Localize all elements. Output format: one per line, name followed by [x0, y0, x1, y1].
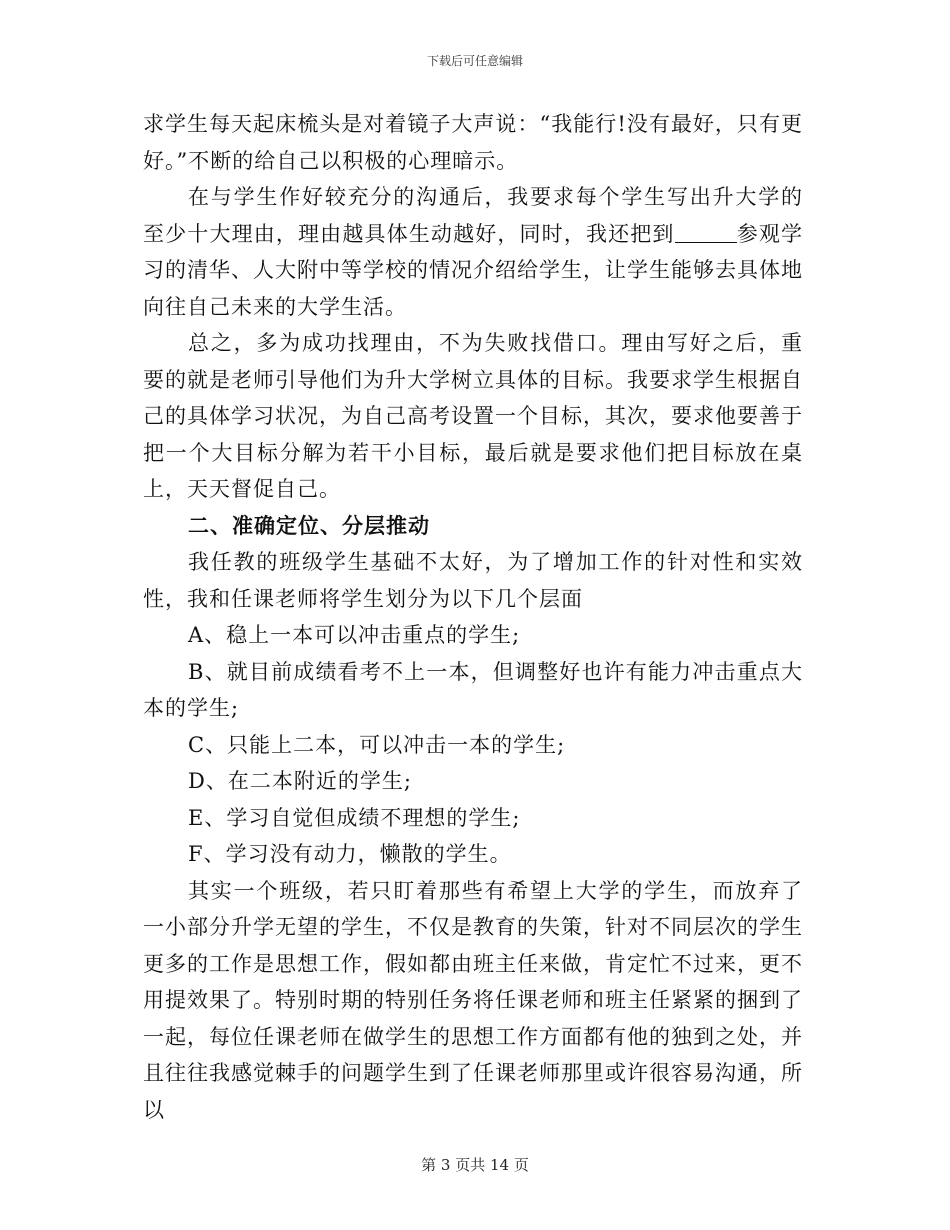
- page-footer: 第 3 页共 14 页: [421, 1156, 529, 1174]
- paragraph-goals: 总之，多为成功找理由，不为失败找借口。理由写好之后，重要的就是老师引导他们为升大学树立具体的目标。我要求学生根据自己的具体学习状况，为自己高考设置一个目标，其次，要求他要善于把一个大目标分解为若干小目标，最后就是要求他们把目标放在桌上，天天督促自己。: [143, 331, 803, 501]
- fill-in-blank: [675, 221, 737, 243]
- paragraph-continued: 求学生每天起床梳头是对着镜子大声说：“我能行!没有最好，只有更好。”不断的给自己以积极的心理暗示。: [143, 112, 803, 173]
- list-item-d: D、在二本附近的学生;: [188, 769, 412, 793]
- document-body: [143, 106, 803, 1128]
- list-item-e: E、学习自觉但成绩不理想的学生;: [188, 805, 521, 830]
- paragraph-reasons-after: 参观学习的清华、人大附中等学校的情况介绍给学生，让学生能够去具体地向往自己未来的大学生活。: [143, 221, 804, 319]
- page-header: 下载后可任意编辑: [426, 54, 523, 68]
- paragraph-teachers: 其实一个班级，若只盯着那些有希望上大学的学生，而放弃了一小部分升学无望的学生，不仅是教育的失策，针对不同层次的学生更多的工作是思想工作，假如都由班主任来做，肯定忙不过来，更不用提效果了。特别时期的特别任务将任课老师和班主任紧紧的捆到了一起，每位任课老师在做学生的思想工作方面都有他的独到之处，并且往往我感觉棘手的问题学生到了任课老师那里或许很容易沟通，所以: [143, 878, 803, 1122]
- section-heading: 二、准确定位、分层推动: [188, 512, 430, 538]
- list-item-c: C、只能上二本，可以冲击一本的学生;: [188, 732, 566, 757]
- list-item-b: B、就目前成绩看考不上一本，但调整好也许有能力冲击重点大本的学生;: [143, 659, 803, 720]
- paragraph-reasons: [143, 179, 803, 325]
- list-item-f: F、学习没有动力，懒散的学生。: [188, 842, 512, 866]
- list-item-a: A、稳上一本可以冲击重点的学生;: [188, 623, 521, 647]
- paragraph-levels-intro: 我任教的班级学生基础不太好，为了增加工作的针对性和实效性，我和任课老师将学生划分为以下几个层面: [143, 550, 803, 611]
- paragraph-reasons-before: 在与学生作好较充分的沟通后，我要求每个学生写出升大学的至少十大理由，理由越具体生动越好，同时，我还把到: [143, 185, 803, 246]
